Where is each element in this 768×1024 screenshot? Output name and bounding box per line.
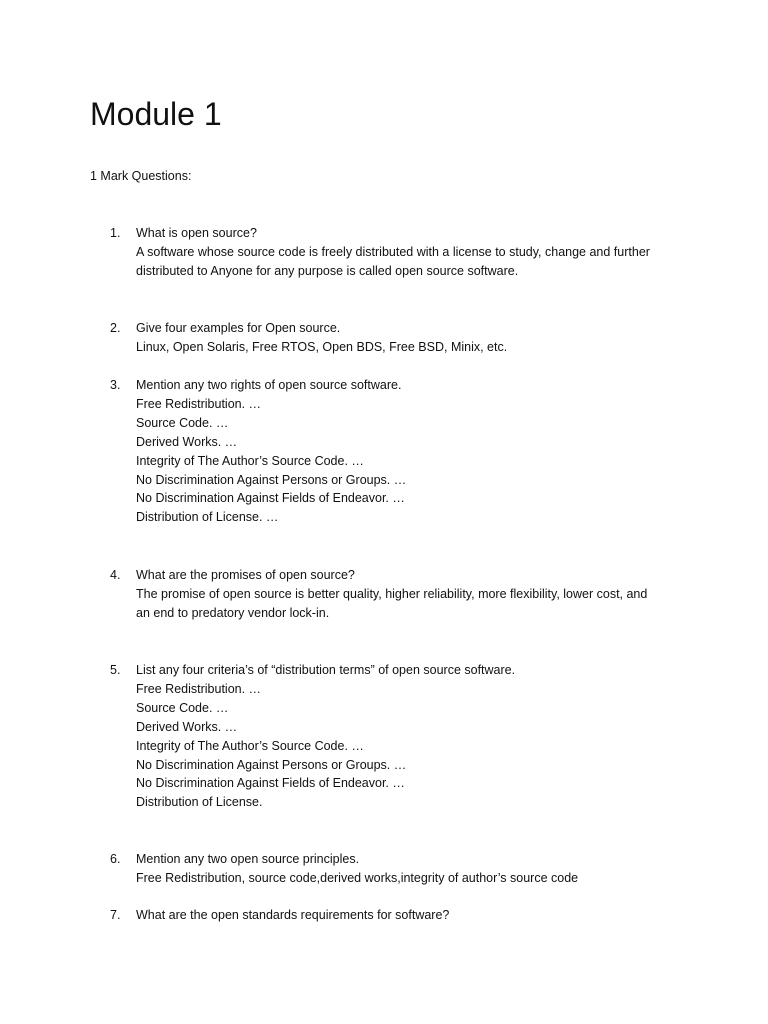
question-item-7: [110, 906, 710, 925]
question-number: 1.: [110, 226, 121, 240]
answer-line: Free Redistribution, source code,derived works,integrity of author’s source code: [136, 870, 579, 885]
answer-line: Source Code. …: [136, 415, 229, 430]
answer-line: Derived Works. …: [136, 719, 238, 734]
answer-line: Integrity of The Author’s Source Code. …: [136, 453, 364, 468]
question-number: 4.: [110, 568, 121, 582]
question-text: List any four criteria’s of “distribution terms” of open source software.: [136, 663, 516, 677]
answer-line: distributed to Anyone for any purpose is called open source software.: [136, 263, 519, 278]
question-text: What is open source?: [136, 226, 257, 240]
question-text: Mention any two open source principles.: [136, 852, 360, 866]
question-text: What are the promises of open source?: [136, 568, 355, 582]
answer-line: Free Redistribution. …: [136, 681, 262, 696]
question-text: Mention any two rights of open source software.: [136, 378, 402, 392]
answer-line: The promise of open source is better quality, higher reliability, more flexibility, lower cost, and: [136, 586, 648, 601]
answer-line: Distribution of License.: [136, 795, 263, 810]
question-number: 2.: [110, 321, 121, 335]
question-item-5: [110, 661, 710, 812]
question-number: 5.: [110, 663, 121, 677]
question-text: What are the open standards requirements for software?: [136, 908, 450, 922]
answer-line: an end to predatory vendor lock-in.: [136, 605, 330, 620]
question-number: 6.: [110, 852, 121, 866]
answer-line: No Discrimination Against Persons or Groups. …: [136, 757, 407, 772]
question-item-6: [110, 850, 710, 888]
question-item-1: [110, 224, 710, 281]
answer-line: No Discrimination Against Fields of Endeavor. …: [136, 776, 405, 791]
answer-line: Derived Works. …: [136, 434, 238, 449]
answer-line: Free Redistribution. …: [136, 396, 262, 411]
question-item-2: [110, 319, 710, 357]
question-item-4: [110, 566, 710, 623]
answer-line: No Discrimination Against Fields of Endeavor. …: [136, 491, 405, 506]
answer-line: No Discrimination Against Persons or Groups. …: [136, 472, 407, 487]
answer-line: Integrity of The Author’s Source Code. …: [136, 738, 364, 753]
question-text: Give four examples for Open source.: [136, 321, 341, 335]
answer-line: Source Code. …: [136, 700, 229, 715]
question-number: 7.: [110, 908, 121, 922]
page-title: Module 1: [90, 96, 222, 132]
section-heading: 1 Mark Questions:: [90, 169, 192, 183]
question-item-3: [110, 376, 710, 527]
question-number: 3.: [110, 378, 121, 392]
answer-line: A software whose source code is freely distributed with a license to study, change and further: [136, 244, 650, 259]
answer-line: Linux, Open Solaris, Free RTOS, Open BDS, Free BSD, Minix, etc.: [136, 339, 508, 354]
answer-line: Distribution of License. …: [136, 510, 279, 525]
